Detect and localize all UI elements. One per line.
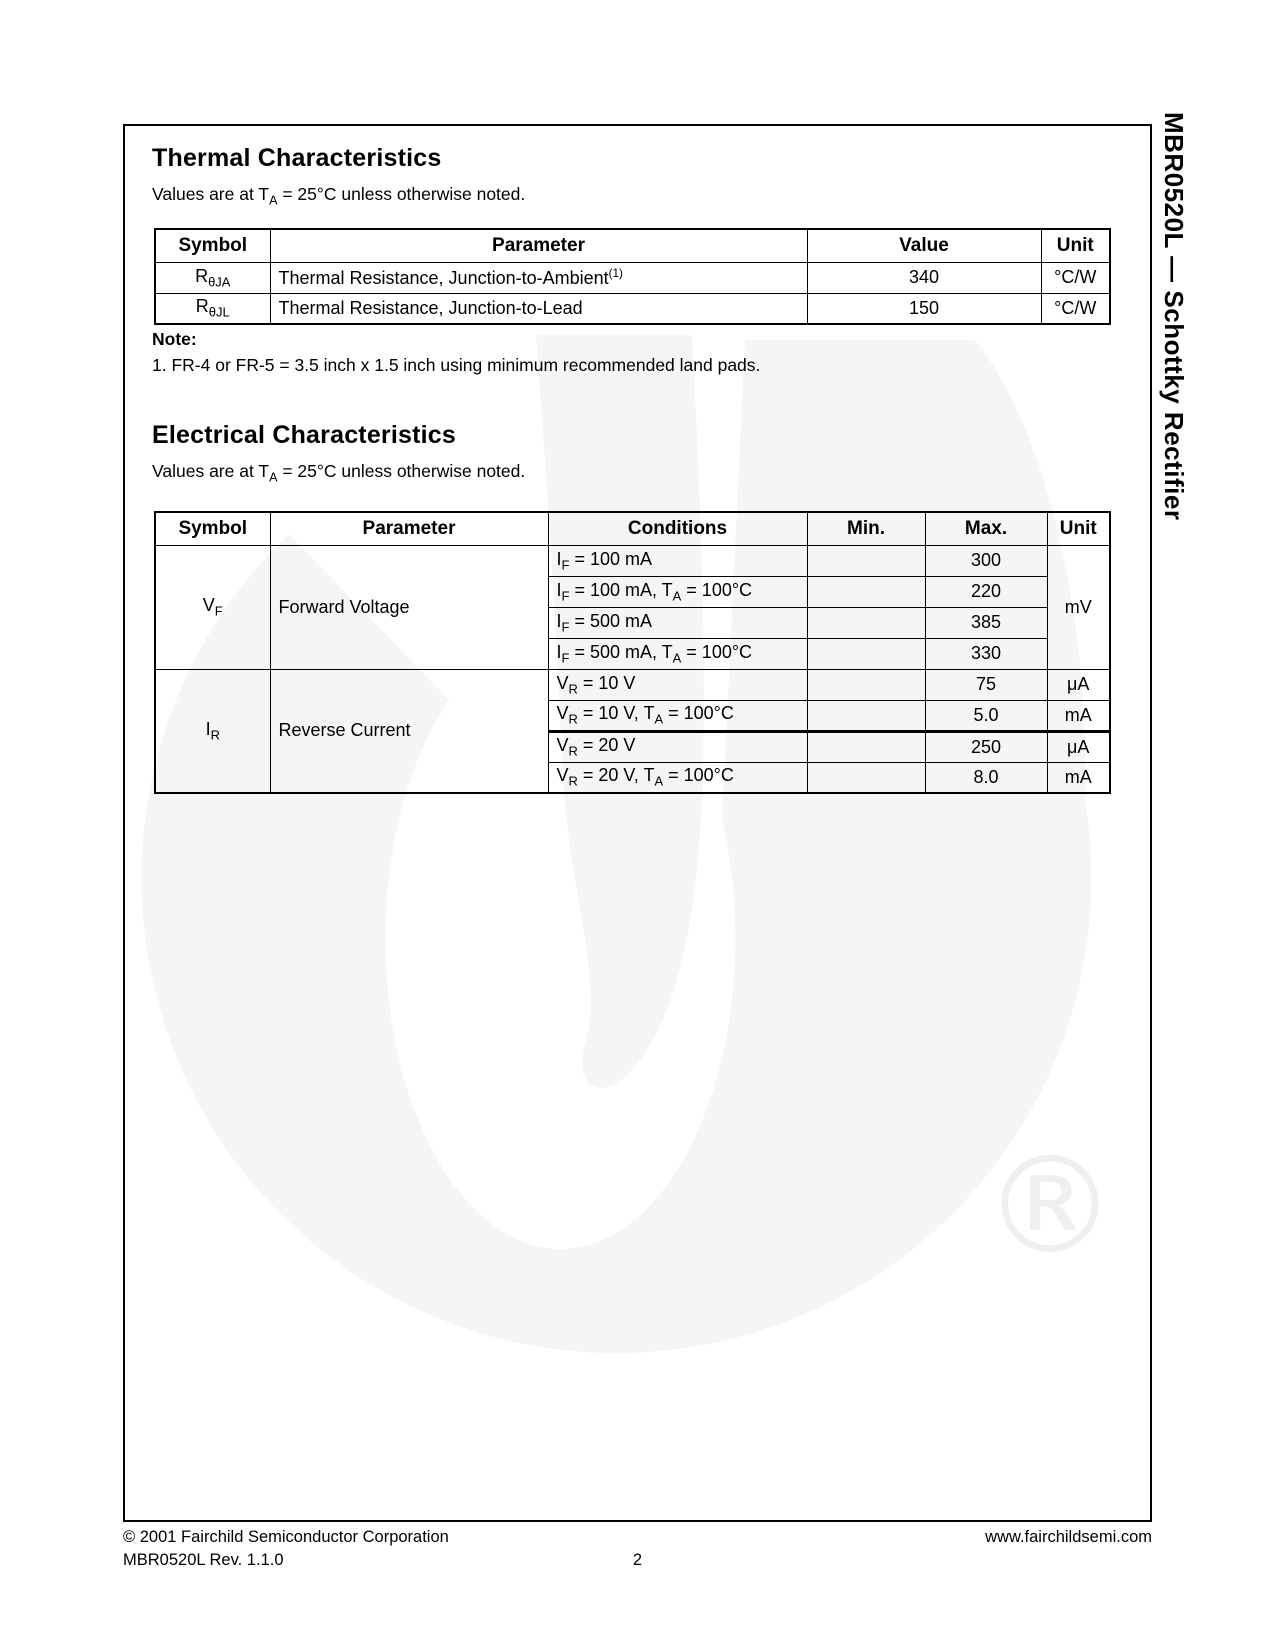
unit-cell: mV <box>1047 545 1110 669</box>
conditions-cell: $V_R = 10$ V <box>548 669 807 700</box>
parameter-cell: Thermal Resistance, Junction-to-Lead <box>270 293 807 324</box>
column-header-max: Max. <box>925 512 1047 545</box>
footer-page-number: 2 <box>632 1551 643 1569</box>
conditions-cell: $I_F = 500$ mA, $T_A = 100^\circ C$ <box>548 638 807 669</box>
conditions-cell: $V_R = 20$ V, $T_A = 100^\circ C$ <box>548 762 807 793</box>
footer-revision: MBR0520L Rev. 1.1.0 <box>123 1551 284 1569</box>
thermal-section-title: Thermal Characteristics <box>152 144 442 172</box>
min-cell <box>807 638 925 669</box>
thermal-table <box>154 228 1111 325</box>
table-row <box>155 545 1110 576</box>
min-cell <box>807 762 925 793</box>
min-cell <box>807 607 925 638</box>
symbol-cell: $V_F$ <box>155 545 270 669</box>
page-border <box>123 124 1152 1522</box>
max-cell: 5.0 <box>925 700 1047 731</box>
column-header-unit: Unit <box>1047 512 1110 545</box>
conditions-cell: $V_R = 10$ V, $T_A = 100^\circ C$ <box>548 700 807 731</box>
column-header-symbol: Symbol <box>155 512 270 545</box>
unit-cell: μA <box>1047 731 1110 762</box>
symbol-cell: $R_{\theta JA}$ <box>155 262 270 293</box>
column-header-min: Min. <box>807 512 925 545</box>
conditions-cell: $I_F = 500$ mA <box>548 607 807 638</box>
unit-cell: °C/W <box>1041 293 1110 324</box>
unit-cell: mA <box>1047 762 1110 793</box>
column-header-parameter: Parameter <box>270 229 807 262</box>
max-cell: 385 <box>925 607 1047 638</box>
min-cell <box>807 669 925 700</box>
max-cell: 250 <box>925 731 1047 762</box>
column-header-symbol: Symbol <box>155 229 270 262</box>
column-header-conditions: Conditions <box>548 512 807 545</box>
min-cell <box>807 731 925 762</box>
column-header-parameter: Parameter <box>270 512 548 545</box>
min-cell <box>807 700 925 731</box>
table-row <box>155 293 1110 324</box>
footer-copyright: © 2001 Fairchild Semiconductor Corporation <box>123 1528 449 1546</box>
electrical-table <box>154 511 1111 794</box>
electrical-header-row <box>155 512 1110 545</box>
parameter-cell: Thermal Resistance, Junction-to-Ambient$^{(1)}$ <box>270 262 807 293</box>
min-cell <box>807 545 925 576</box>
note-text: 1. FR-4 or FR-5 = 3.5 inch x 1.5 inch using minimum recommended land pads. <box>152 355 761 375</box>
unit-cell: °C/W <box>1041 262 1110 293</box>
thermal-section-subtitle: Values are at $T_A = 25^\circ C$ unless otherwise noted. <box>152 184 526 208</box>
thermal-header-row <box>155 229 1110 262</box>
column-header-value: Value <box>807 229 1041 262</box>
table-row <box>155 262 1110 293</box>
part-number-banner: MBR0520L — Schottky Rectifier <box>1159 112 1189 521</box>
symbol-cell: $R_{\theta JL}$ <box>155 293 270 324</box>
max-cell: 300 <box>925 545 1047 576</box>
note-label: Note: <box>152 329 197 349</box>
max-cell: 75 <box>925 669 1047 700</box>
conditions-cell: $I_F = 100$ mA <box>548 545 807 576</box>
value-cell: 340 <box>807 262 1041 293</box>
conditions-cell: $V_R = 20$ V <box>548 731 807 762</box>
symbol-cell: $I_R$ <box>155 669 270 793</box>
electrical-section-title: Electrical Characteristics <box>152 421 456 449</box>
value-cell: 150 <box>807 293 1041 324</box>
parameter-cell: Reverse Current <box>270 669 548 793</box>
column-header-unit: Unit <box>1041 229 1110 262</box>
max-cell: 330 <box>925 638 1047 669</box>
max-cell: 220 <box>925 576 1047 607</box>
max-cell: 8.0 <box>925 762 1047 793</box>
footer-line-1 <box>123 1528 1152 1547</box>
min-cell <box>807 576 925 607</box>
unit-cell: μA <box>1047 669 1110 700</box>
table-row <box>155 669 1110 700</box>
unit-cell: mA <box>1047 700 1110 731</box>
registered-trademark-symbol: ® <box>983 1128 1117 1284</box>
conditions-cell: $I_F = 100$ mA, $T_A = 100^\circ C$ <box>548 576 807 607</box>
parameter-cell: Forward Voltage <box>270 545 548 669</box>
electrical-section-subtitle: Values are at $T_A = 25^\circ C$ unless otherwise noted. <box>152 461 526 485</box>
footer-line-2 <box>123 1551 1152 1570</box>
footer-website: www.fairchildsemi.com <box>985 1528 1152 1546</box>
